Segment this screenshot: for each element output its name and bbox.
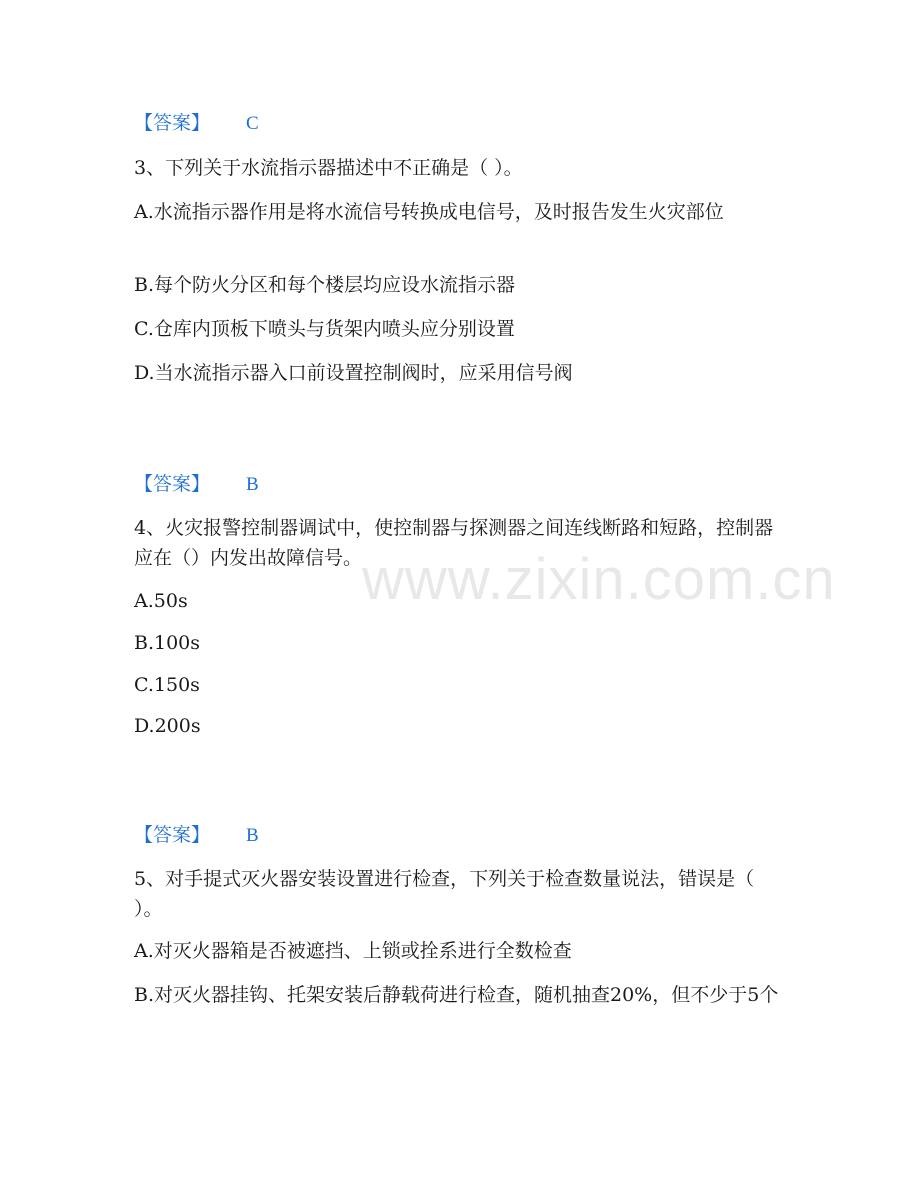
answer-label: 【答案】: [134, 824, 211, 846]
question-3-option-b: B.每个防火分区和每个楼层均应设水流指示器: [134, 274, 516, 296]
answer-row: [134, 473, 259, 496]
question-4-option-b: B.100s: [134, 632, 201, 654]
question-4-option-a: A.50s: [134, 590, 188, 612]
question-5-option-a: A.对灭火器箱是否被遮挡、上锁或拴系进行全数检查: [134, 940, 572, 962]
answer-label: 【答案】: [134, 473, 211, 495]
answer-value: B: [246, 825, 259, 846]
question-4-text: 4、火灾报警控制器调试中，使控制器与探测器之间连线断路和短路，控制器应在（）内发出故障信号。: [134, 517, 774, 569]
answer-value: B: [246, 474, 259, 495]
watermark: www.zixin.com.cn: [362, 547, 836, 612]
question-5-text: 5、对手提式灭火器安装设置进行检查，下列关于检查数量说法，错误是（ ）。: [134, 868, 755, 920]
answer-label: 【答案】: [134, 112, 211, 134]
question-4-option-d: D.200s: [134, 715, 201, 737]
answer-value: C: [246, 113, 259, 134]
question-5-option-b: B.对灭火器挂钩、托架安装后静载荷进行检查，随机抽查20%，但不少于5个: [134, 984, 779, 1006]
question-4-option-c: C.150s: [134, 674, 200, 696]
question-3-option-d: D.当水流指示器入口前设置控制阀时，应采用信号阀: [134, 362, 573, 384]
question-3-text: 3、下列关于水流指示器描述中不正确是（ ）。: [134, 157, 523, 179]
answer-row: [134, 112, 259, 135]
question-3-option-a: A.水流指示器作用是将水流信号转换成电信号，及时报告发生火灾部位: [134, 201, 724, 223]
question-3-option-c: C.仓库内顶板下喷头与货架内喷头应分别设置: [134, 318, 515, 340]
answer-row: [134, 824, 259, 847]
